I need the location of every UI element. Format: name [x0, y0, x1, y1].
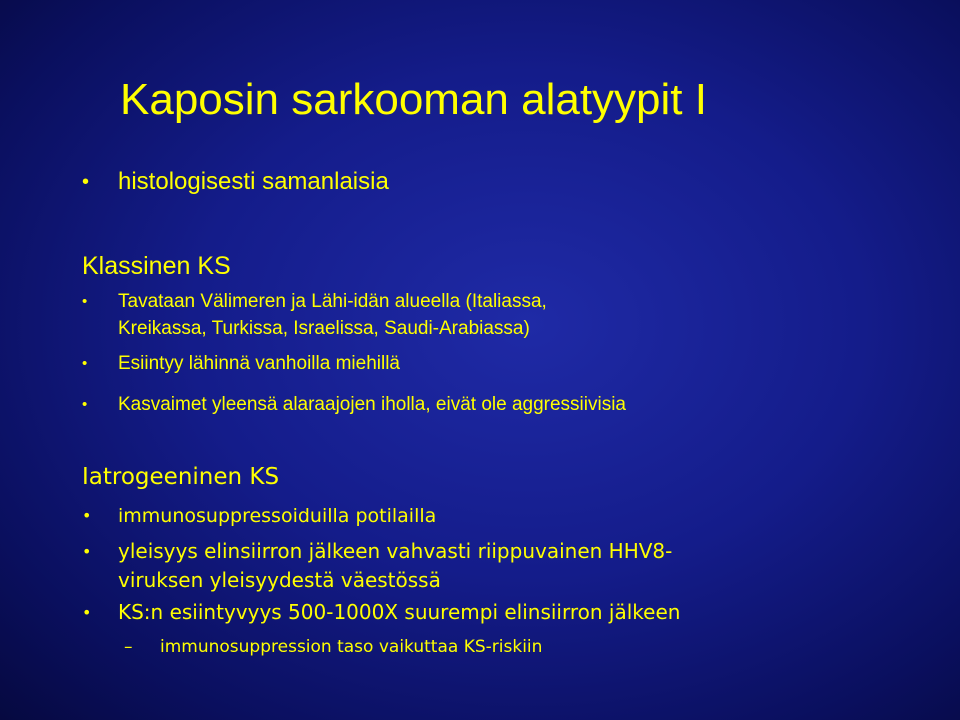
slide-title: Kaposin sarkooman alatyypit I	[120, 75, 707, 124]
iatrogenic-bullet-2	[82, 537, 672, 595]
intro-bullet	[82, 166, 389, 198]
iatrogenic-bullet-3	[82, 598, 680, 627]
bullet-text-line: Esiintyy lähinnä vanhoilla miehillä	[118, 353, 400, 374]
bullet-text-line: Kasvaimet yleensä alaraajojen iholla, eivät ole aggressiivisia	[118, 394, 626, 415]
bullet-text-line: immunosuppressoiduilla potilailla	[118, 505, 437, 527]
bullet-dot-icon: •	[82, 542, 92, 561]
bullet-dot-icon: •	[82, 603, 92, 622]
iatrogenic-bullet-1	[82, 502, 436, 530]
classic-bullet-3	[82, 391, 626, 418]
bullet-text-line: yleisyys elinsiirron jälkeen vahvasti riippuvainen HHV8-	[118, 539, 673, 563]
bullet-dot-icon: •	[82, 396, 88, 413]
section-heading-classic: Klassinen KS	[82, 252, 231, 280]
bullet-dot-icon: •	[82, 293, 88, 310]
bullet-text-line: viruksen yleisyydestä väestössä	[118, 568, 441, 592]
dash-icon: –	[124, 637, 133, 657]
sub-bullet-text: immunosuppression taso vaikuttaa KS-riskiin	[160, 637, 543, 657]
iatrogenic-sub-bullet	[124, 635, 542, 659]
classic-bullet-2	[82, 350, 400, 377]
classic-bullet-1	[82, 288, 547, 342]
section-heading-iatrogenic: Iatrogeeninen KS	[82, 464, 280, 490]
bullet-text-line: Kreikassa, Turkissa, Israelissa, Saudi-Arabiassa)	[118, 318, 530, 339]
bullet-dot-icon: •	[82, 355, 88, 372]
bullet-text-line: Tavataan Välimeren ja Lähi-idän alueella (Italiassa,	[118, 291, 547, 312]
bullet-text-line: KS:n esiintyvyys 500-1000X suurempi elinsiirron jälkeen	[118, 600, 681, 624]
intro-bullet-text: histologisesti samanlaisia	[118, 168, 389, 195]
bullet-dot-icon: •	[82, 171, 90, 193]
bullet-dot-icon: •	[82, 506, 92, 525]
